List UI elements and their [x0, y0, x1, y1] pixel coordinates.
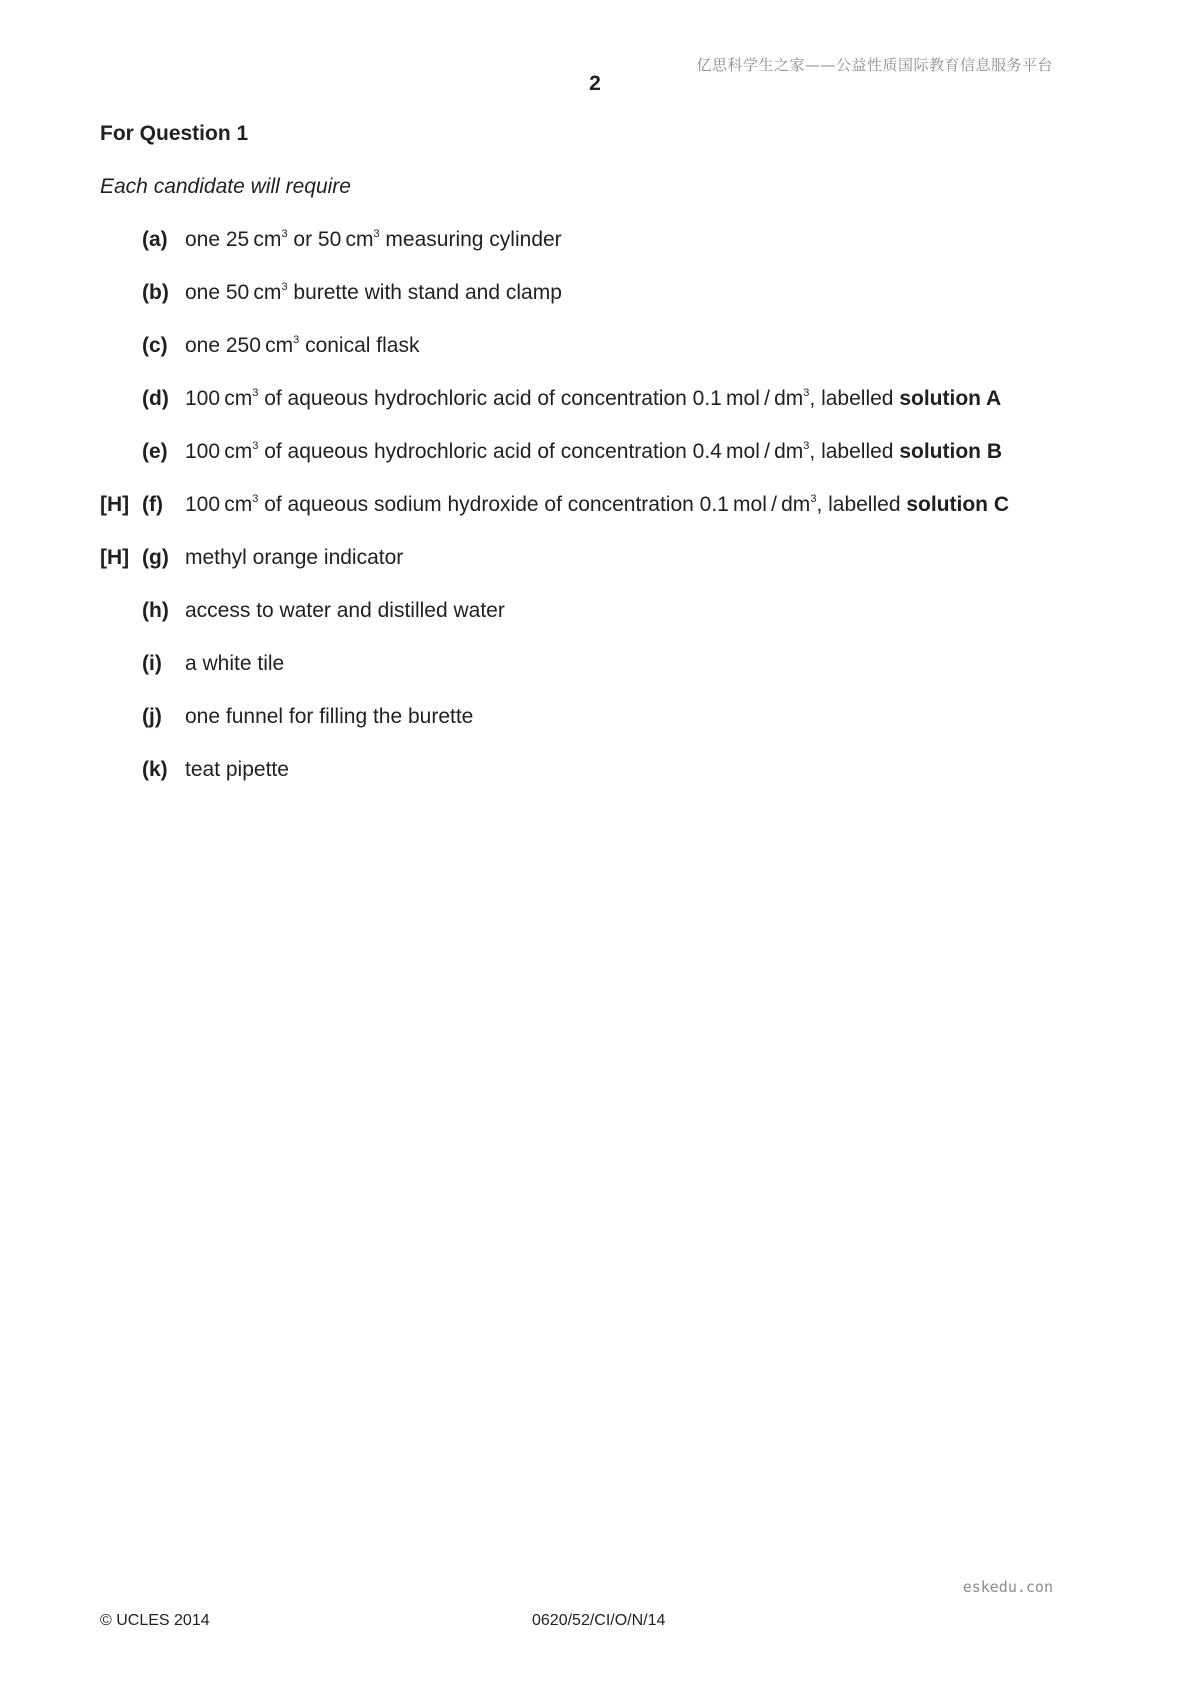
list-item	[100, 281, 1100, 334]
superscript: 3	[810, 493, 817, 505]
list-item	[100, 705, 1100, 758]
question-heading: For Question 1	[100, 122, 249, 145]
header-watermark: 亿思科学生之家——公益性质国际教育信息服务平台	[696, 56, 1053, 74]
solution-label: solution A	[899, 387, 1002, 410]
list-item	[100, 758, 1100, 811]
page-number: 2	[589, 72, 601, 95]
item-text: access to water and distilled water	[185, 599, 505, 622]
item-letter: (c)	[142, 334, 168, 357]
item-text: one 25 $cm^3$ or 50 $cm^3$ measuring cylinder	[185, 228, 562, 251]
item-text: methyl orange indicator	[185, 546, 404, 569]
tier-marker: [H]	[100, 546, 130, 569]
item-text: one 250 $cm^3$ conical flask	[185, 334, 420, 357]
item-letter: (e)	[142, 440, 168, 463]
superscript: 3	[803, 440, 810, 452]
list-item	[100, 652, 1100, 705]
item-text: 100 $cm^3$ of aqueous hydrochloric acid of concentration 0.1 mol / $dm^3$, labelled solution A	[185, 387, 1002, 410]
superscript: 3	[803, 387, 810, 399]
item-letter: (i)	[142, 652, 162, 675]
superscript: 3	[281, 281, 288, 293]
footer-copyright: © UCLES 2014	[100, 1612, 210, 1629]
superscript: 3	[252, 387, 259, 399]
solution-label: solution C	[906, 493, 1009, 516]
list-item	[100, 228, 1100, 281]
item-letter: (g)	[142, 546, 169, 569]
list-item	[100, 334, 1100, 387]
item-text: 100 $cm^3$ of aqueous sodium hydroxide of concentration 0.1 mol / $dm^3$, labelled solution C	[185, 493, 1009, 516]
item-letter: (d)	[142, 387, 169, 410]
item-text: one funnel for filling the burette	[185, 705, 474, 728]
item-text: a white tile	[185, 652, 285, 675]
solution-label: solution B	[899, 440, 1002, 463]
item-text: one 50 $cm^3$ burette with stand and clamp	[185, 281, 562, 304]
item-letter: (a)	[142, 228, 168, 251]
list-item	[100, 599, 1100, 652]
superscript: 3	[252, 440, 259, 452]
superscript: 3	[293, 334, 300, 346]
item-letter: (f)	[142, 493, 163, 516]
superscript: 3	[252, 493, 259, 505]
tier-marker: [H]	[100, 493, 130, 516]
list-item	[100, 546, 1100, 599]
item-text: 100 $cm^3$ of aqueous hydrochloric acid of concentration 0.4 mol / $dm^3$, labelled solution B	[185, 440, 1002, 463]
superscript: 3	[373, 228, 380, 240]
list-item	[100, 387, 1100, 440]
footer-watermark: eskedu.con	[962, 1578, 1053, 1596]
question-intro: Each candidate will require	[100, 175, 351, 198]
list-item	[100, 440, 1100, 493]
list-item	[100, 493, 1100, 546]
footer-paper-code: 0620/52/CI/O/N/14	[532, 1612, 666, 1629]
item-letter: (b)	[142, 281, 169, 304]
requirements-list	[100, 228, 1100, 811]
item-text: teat pipette	[185, 758, 289, 781]
item-letter: (j)	[142, 705, 162, 728]
superscript: 3	[281, 228, 288, 240]
item-letter: (k)	[142, 758, 168, 781]
item-letter: (h)	[142, 599, 169, 622]
